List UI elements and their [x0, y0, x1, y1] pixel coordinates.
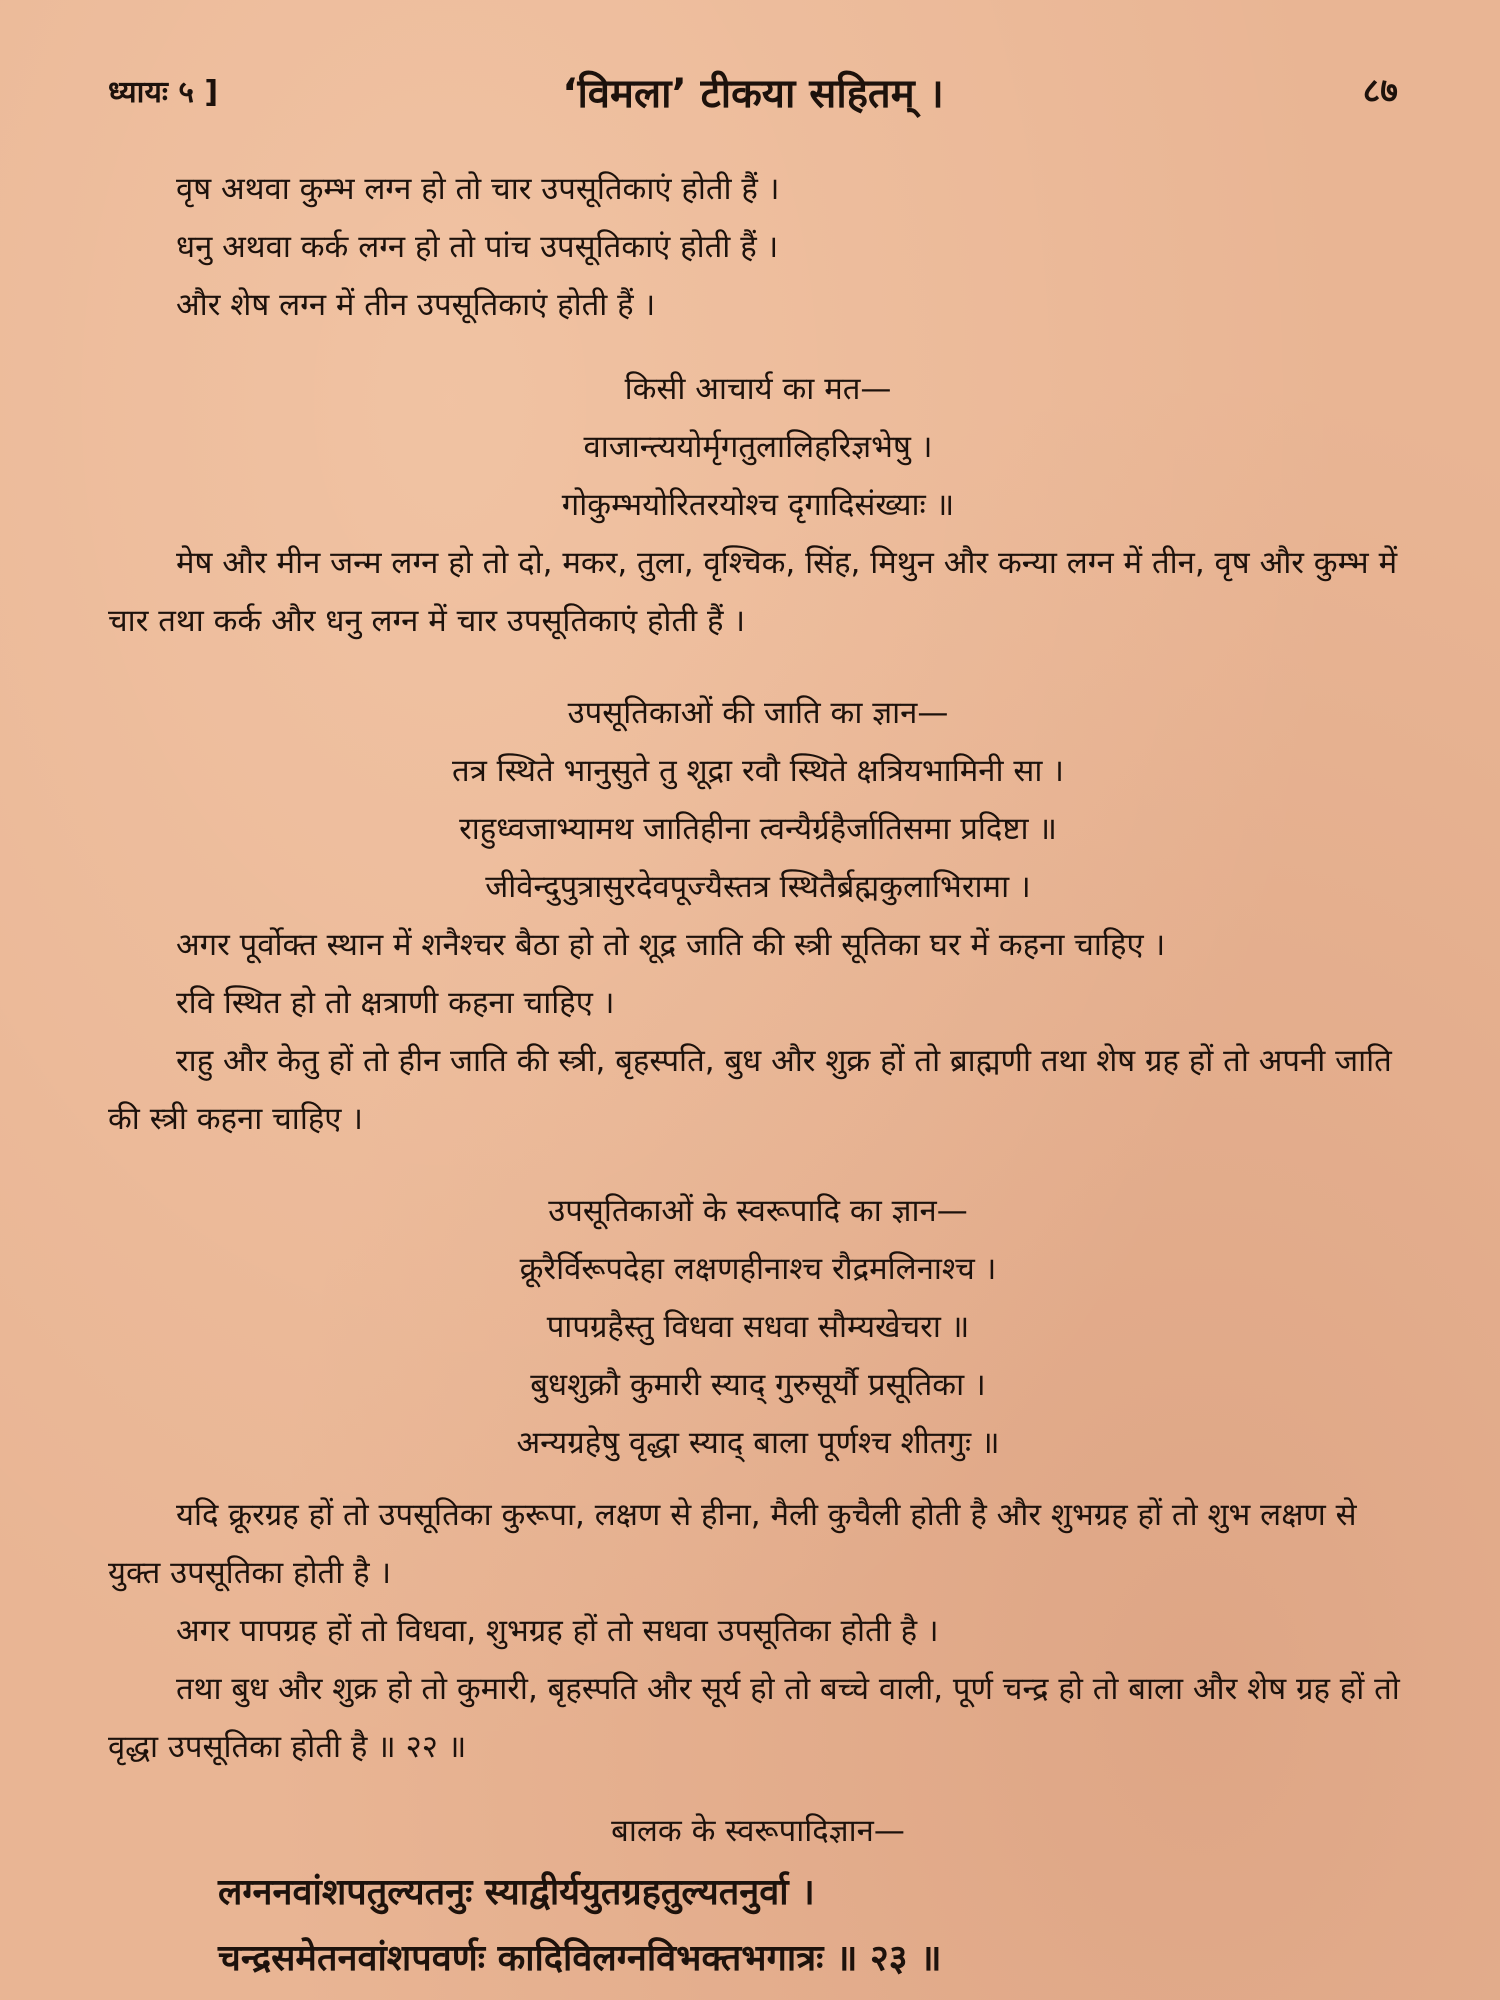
- verse-line: राहुध्वजाभ्यामथ जातिहीना त्वन्यैर्ग्रहैर्जातिसमा प्रदिष्टा ॥: [459, 811, 1057, 847]
- verse-line: अन्यग्रहेषु वृद्धा स्याद् बाला पूर्णश्च शीतगुः ॥: [516, 1425, 1000, 1461]
- verse-line: लग्ननवांशपतुल्यतनुः स्याद्वीर्ययुतग्रहतुल्यतनुर्वा ।: [218, 1872, 815, 1913]
- section-heading: उपसूतिकाओं की जाति का ज्ञान—: [567, 695, 949, 731]
- verse-line: क्रूरैर्विरूपदेहा लक्षणहीनाश्च रौद्रमलिनाश्च ।: [519, 1251, 997, 1287]
- running-header: [108, 64, 1398, 124]
- explanation-paragraph: अगर पापग्रह हों तो विधवा, शुभग्रह हों तो सधवा उपसूतिका होती है ।: [176, 1613, 939, 1649]
- explanation-paragraph: अगर पूर्वोक्त स्थान में शनैश्चर बैठा हो तो शूद्र जाति की स्त्री सूतिका घर में कहना चाहिए ।: [176, 927, 1166, 963]
- explanation-paragraph: राहु और केतु हों तो हीन जाति की स्त्री, बृहस्पति, बुध और शुक्र हों तो ब्राह्मणी तथा शेष ग्रह हों तो अपनी जाति की स्त्री कहना चाहिए ।: [108, 1043, 1392, 1137]
- page-title: ‘विमला’ टीकया सहितम् ।: [562, 71, 944, 117]
- section-heading: उपसूतिकाओं के स्वरूपादि का ज्ञान—: [548, 1193, 968, 1229]
- verse-line: तत्र स्थिते भानुसुते तु शूद्रा रवौ स्थिते क्षत्रियभामिनी सा ।: [452, 753, 1064, 789]
- section-heading: किसी आचार्य का मत—: [624, 371, 892, 407]
- verse-line: गोकुम्भयोरितरयोश्च दृगादिसंख्याः ॥: [561, 487, 955, 523]
- section-heading: बालक के स्वरूपादिज्ञान—: [611, 1813, 905, 1849]
- page-number: ८७: [1362, 71, 1398, 111]
- chapter-label: ध्यायः ५ ]: [108, 75, 219, 110]
- explanation-paragraph: यदि क्रूरग्रह हों तो उपसूतिका कुरूपा, लक्षण से हीना, मैली कुचैली होती है और शुभग्रह हों तो शुभ लक्षण से युक्त उपसूतिका होती है ।: [108, 1497, 1357, 1591]
- explanation-paragraph: रवि स्थित हो तो क्षत्राणी कहना चाहिए ।: [176, 985, 615, 1021]
- page-body: [108, 160, 1408, 1992]
- verse-line: बुधशुक्रौ कुमारी स्याद् गुरुसूर्यौ प्रसूतिका ।: [530, 1367, 986, 1403]
- text-line: धनु अथवा कर्क लग्न हो तो पांच उपसूतिकाएं होती हैं ।: [176, 229, 779, 265]
- text-line: वृष अथवा कुम्भ लग्न हो तो चार उपसूतिकाएं होती हैं ।: [176, 171, 780, 207]
- verse-line: जीवेन्दुपुत्रासुरदेवपूज्यैस्तत्र स्थितैर्ब्रह्मकुलाभिरामा ।: [485, 869, 1031, 905]
- explanation-paragraph: मेष और मीन जन्म लग्न हो तो दो, मकर, तुला, वृश्चिक, सिंह, मिथुन और कन्या लग्न में तीन, वृष और कुम्भ में चार तथा कर्क और धनु लग्न में चार उपसूतिकाएं होती हैं ।: [108, 545, 1398, 639]
- verse-line: वाजान्त्ययोर्मृगतुलालिहरिज्ञभेषु ।: [583, 429, 933, 465]
- verse-line: चन्द्रसमेतनवांशपवर्णः कादिविलग्नविभक्तभगात्रः ॥ २३ ॥: [218, 1938, 942, 1979]
- verse-line: पापग्रहैस्तु विधवा सधवा सौम्यखेचरा ॥: [546, 1309, 970, 1345]
- text-line: और शेष लग्न में तीन उपसूतिकाएं होती हैं ।: [176, 287, 656, 323]
- explanation-paragraph: तथा बुध और शुक्र हो तो कुमारी, बृहस्पति और सूर्य हो तो बच्चे वाली, पूर्ण चन्द्र हो तो बाला और शेष ग्रह हों तो वृद्धा उपसूतिका होती है ॥ २२ ॥: [108, 1671, 1400, 1765]
